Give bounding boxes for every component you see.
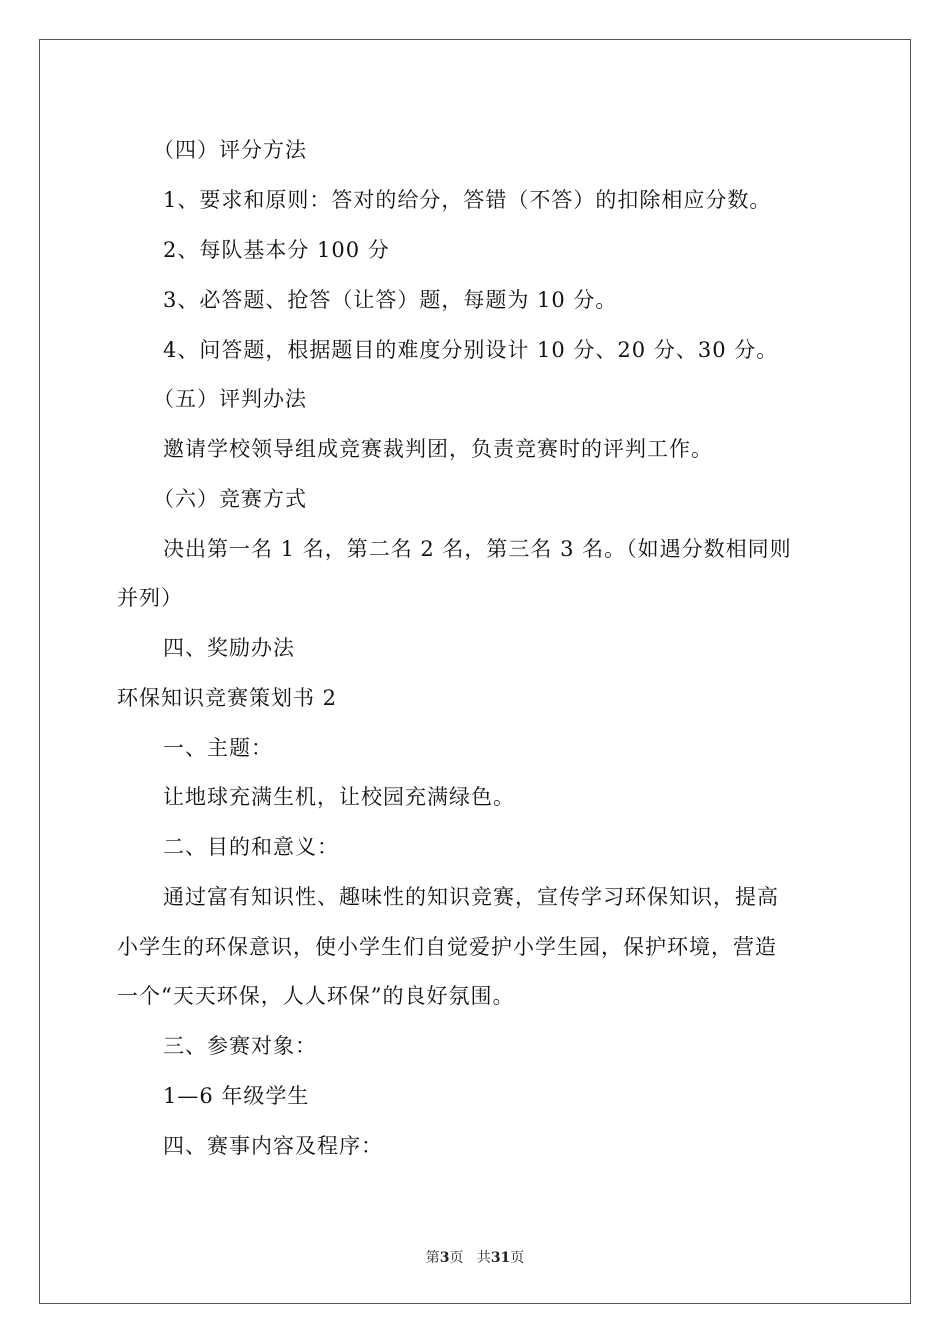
footer-total-suffix: 页	[510, 1250, 525, 1266]
section-heading-theme: 一、主题：	[163, 736, 273, 760]
page-border	[39, 39, 911, 1304]
page-footer	[0, 1249, 950, 1267]
paragraph-line: 邀请学校领导组成竞赛裁判团，负责竞赛时的评判工作。	[163, 437, 713, 461]
paragraph-line: 2、每队基本分 100 分	[163, 238, 390, 262]
section-heading-scoring: （四）评分方法	[153, 138, 307, 162]
footer-page-suffix: 页	[449, 1250, 464, 1266]
paragraph-line: 小学生的环保意识，使小学生们自觉爱护小学生园，保护环境，营造	[117, 935, 777, 959]
section-heading-format: （六）竞赛方式	[153, 487, 307, 511]
paragraph-line: 并列）	[117, 586, 183, 610]
footer-page-number: 3	[439, 1250, 450, 1266]
footer-total-pages: 31	[490, 1250, 511, 1266]
section-heading-judging: （五）评判办法	[153, 387, 307, 411]
paragraph-line: 通过富有知识性、趣味性的知识竞赛，宣传学习环保知识，提高	[163, 885, 779, 909]
paragraph-line: 一个“天天环保，人人环保”的良好氛围。	[117, 984, 515, 1008]
section-heading-purpose: 二、目的和意义：	[163, 835, 339, 859]
section-heading-rewards: 四、奖励办法	[163, 636, 295, 660]
document-title: 环保知识竞赛策划书 2	[117, 686, 338, 710]
paragraph-line: 4、问答题，根据题目的难度分别设计 10 分、20 分、30 分。	[163, 338, 779, 362]
paragraph-line: 决出第一名 1 名，第二名 2 名，第三名 3 名。（如遇分数相同则	[163, 537, 792, 561]
section-heading-participants: 三、参赛对象：	[163, 1034, 317, 1058]
paragraph-line: 1、要求和原则：答对的给分，答错（不答）的扣除相应分数。	[163, 188, 772, 212]
footer-total-prefix: 共	[476, 1250, 491, 1266]
paragraph-line: 3、必答题、抢答（让答）题，每题为 10 分。	[163, 288, 618, 312]
paragraph-line: 让地球充满生机，让校园充满绿色。	[163, 785, 515, 809]
paragraph-line: 1—6 年级学生	[163, 1084, 310, 1108]
section-heading-content: 四、赛事内容及程序：	[163, 1134, 383, 1158]
footer-page-prefix: 第	[425, 1250, 440, 1266]
